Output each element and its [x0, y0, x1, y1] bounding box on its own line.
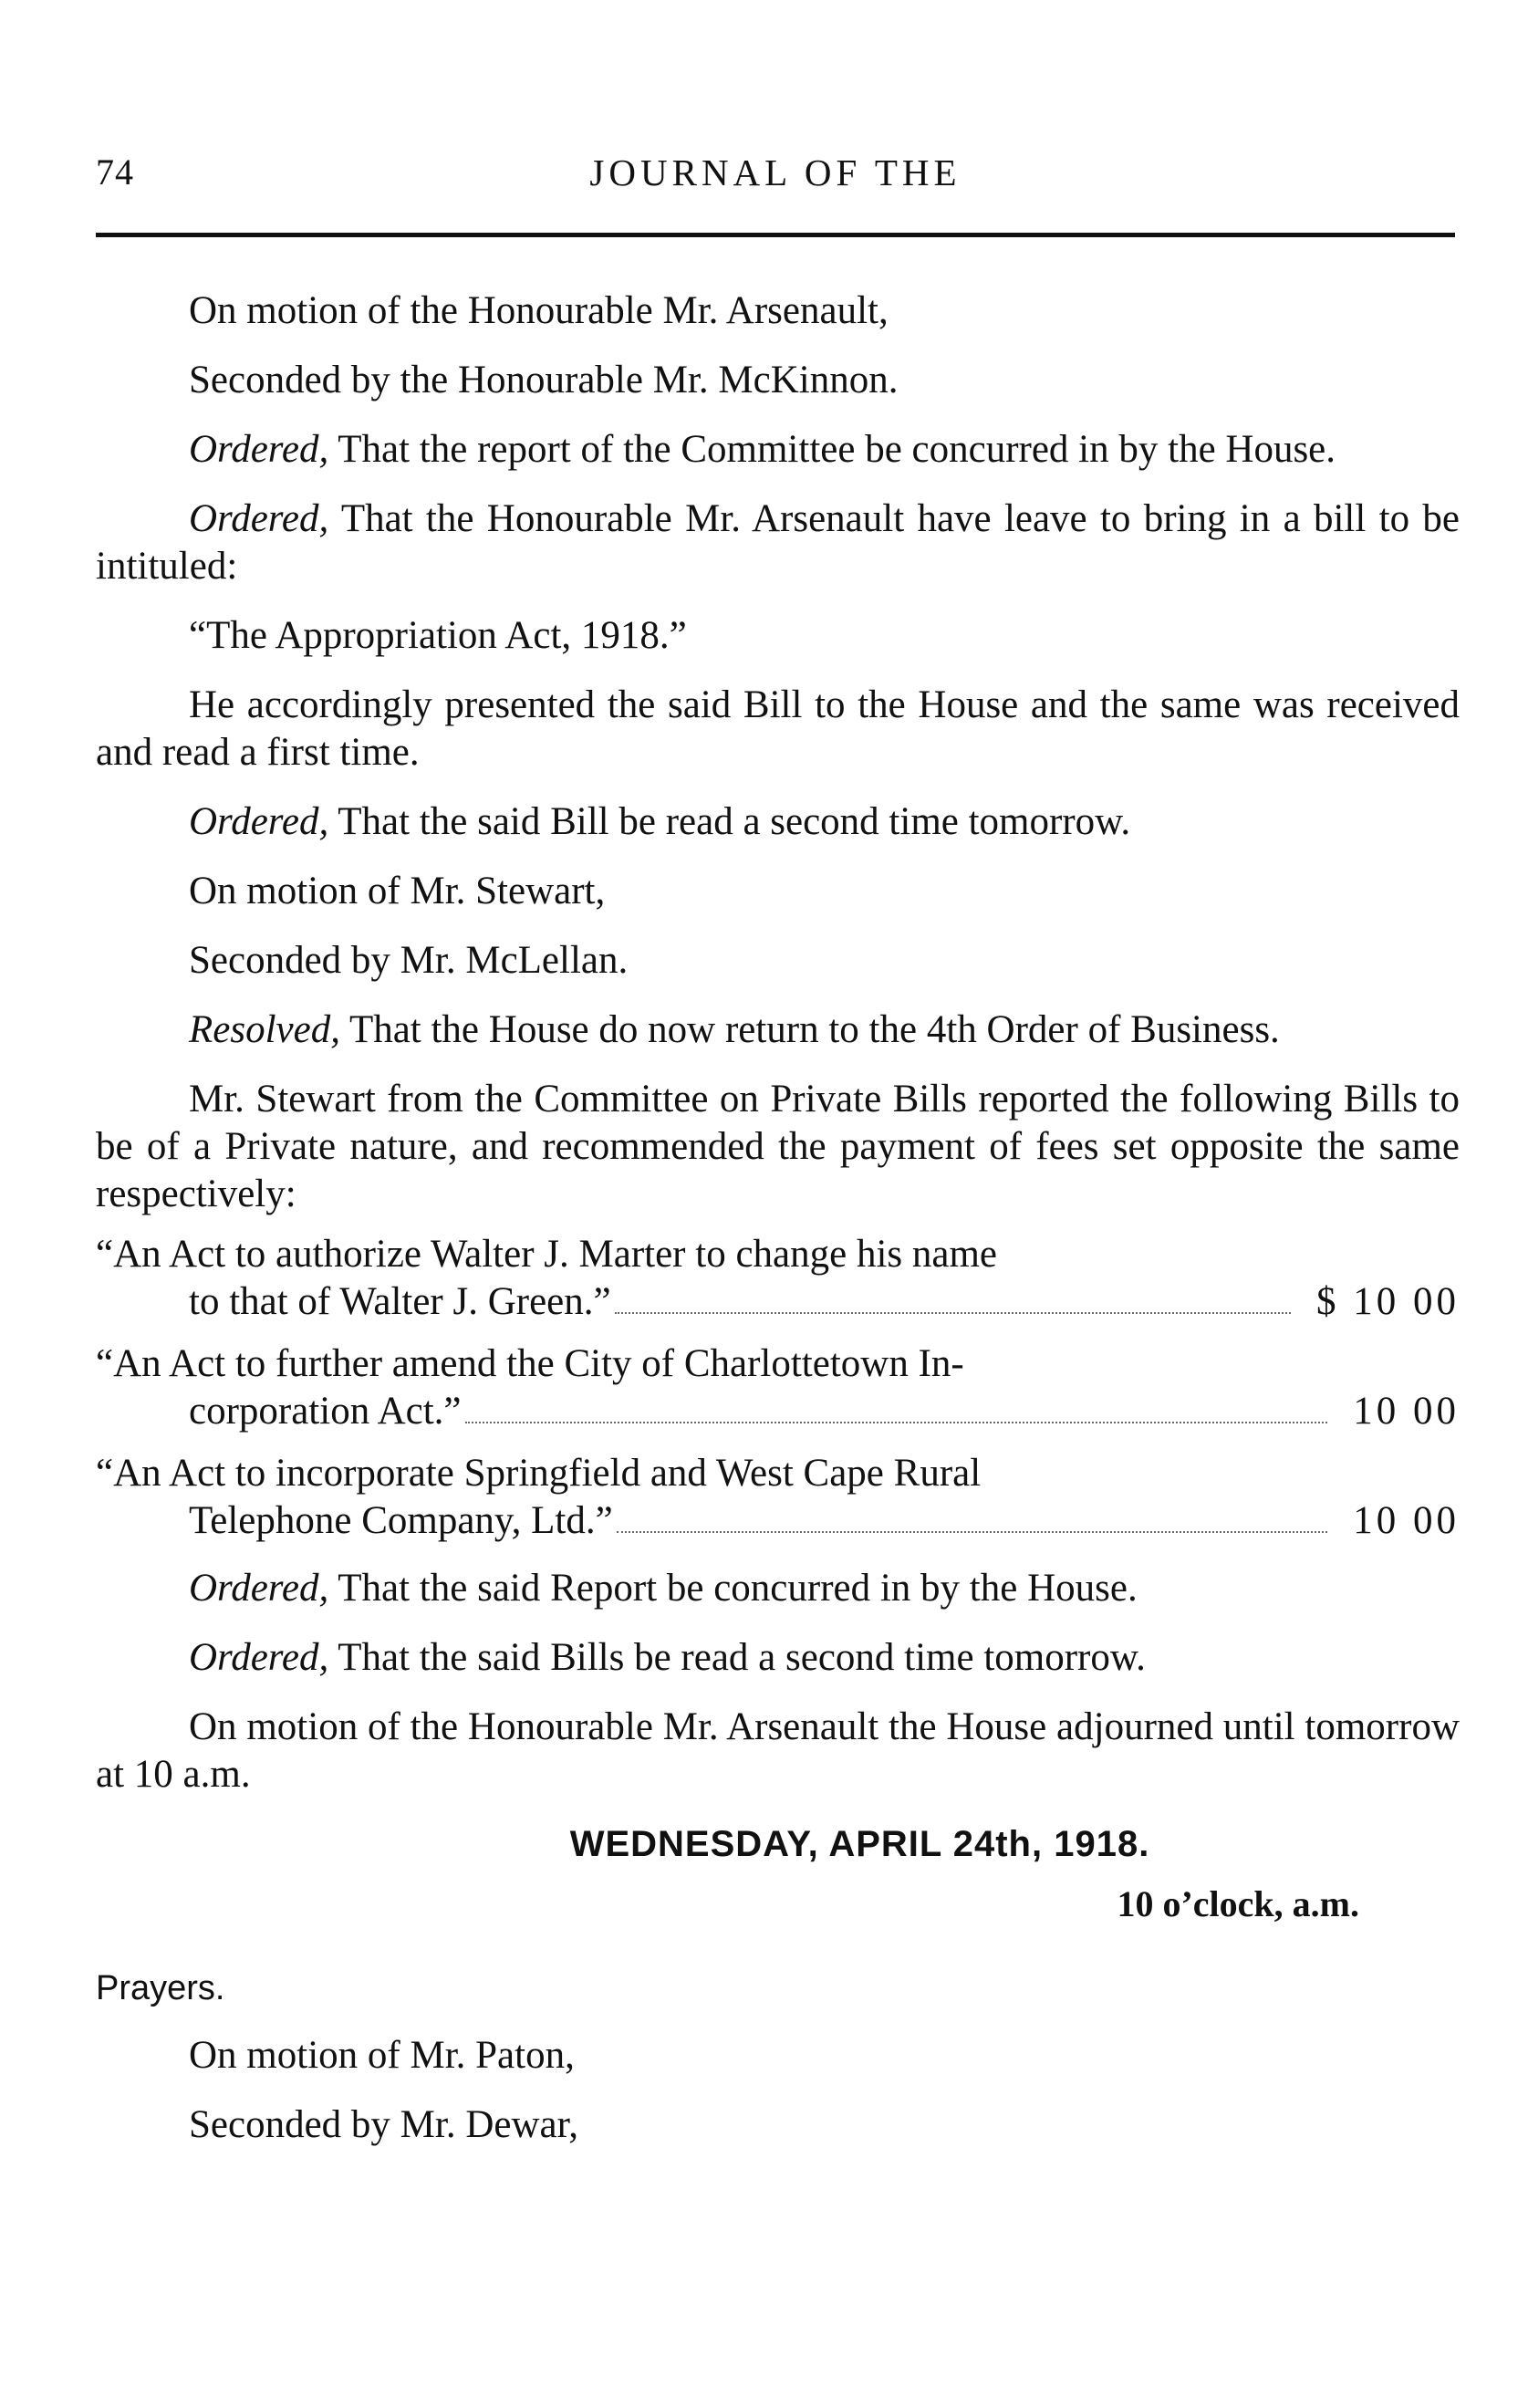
page-number: 74 [96, 151, 134, 193]
ordered-label: Ordered, [189, 1636, 329, 1679]
bill-fee-line [96, 1497, 1460, 1545]
dot-leader [615, 1311, 1291, 1314]
ordered-label: Ordered, [189, 1567, 329, 1610]
header-rule [96, 233, 1455, 237]
bill-entry [96, 1340, 1460, 1435]
ordered-text: That the report of the Committee be concurred in by the House. [338, 428, 1336, 471]
bill-title-line: “An Act to incorporate Springfield and West Cape Rural [96, 1452, 982, 1495]
bill-title-continuation: Telephone Company, Ltd.” [189, 1499, 613, 1542]
ordered-label: Ordered, [189, 800, 329, 843]
sitting-time: 10 o’clock, a.m. [1117, 1883, 1359, 1924]
bill-fee: 10 00 [1353, 1499, 1460, 1542]
bill-entry [96, 1450, 1460, 1545]
prayers-heading: Prayers. [96, 1969, 225, 2007]
seconded-paragraph: Seconded by the Honourable Mr. McKinnon. [189, 359, 899, 401]
ordered-label: Ordered, [189, 497, 329, 540]
resolved-paragraph [96, 1006, 1460, 1054]
bill-fee-line [96, 1388, 1460, 1435]
journal-body [96, 287, 1460, 2171]
sitting-date-heading: WEDNESDAY, APRIL 24th, 1918. [569, 1824, 1150, 1864]
adjournment-paragraph: On motion of the Honourable Mr. Arsenault the House adjourned until tomorrow at 10 a.m. [96, 1705, 1460, 1796]
bill-fee: 10 00 [1353, 1390, 1460, 1433]
ordered-text: That the said Report be concurred in by the House. [338, 1567, 1138, 1610]
ordered-label: Ordered, [189, 428, 329, 471]
ordered-text: That the said Bills be read a second time tomorrow. [338, 1636, 1146, 1679]
bill-fee: $ 10 00 [1316, 1280, 1460, 1323]
seconded-paragraph: Seconded by Mr. Dewar, [189, 2103, 578, 2146]
bill-entry [96, 1231, 1460, 1326]
page-header [96, 151, 1455, 205]
motion-paragraph: On motion of Mr. Paton, [189, 2034, 575, 2077]
motion-paragraph: On motion of Mr. Stewart, [189, 870, 606, 912]
bill-title-line: “An Act to further amend the City of Charlottetown In- [96, 1342, 964, 1385]
resolved-text: That the House do now return to the 4th Order of Business. [348, 1008, 1280, 1051]
seconded-paragraph: Seconded by Mr. McLellan. [189, 939, 629, 982]
bill-fee-line [96, 1278, 1460, 1326]
ordered-paragraph [96, 495, 1460, 590]
ordered-paragraph [96, 1565, 1460, 1612]
ordered-text: That the Honourable Mr. Arsenault have leave to bring in a bill to be intituled: [96, 497, 1460, 588]
ordered-paragraph [96, 426, 1460, 474]
bill-title-continuation: corporation Act.” [189, 1390, 462, 1433]
ordered-paragraph [96, 1634, 1460, 1682]
presented-paragraph: He accordingly presented the said Bill to the House and the same was received and read a first time. [96, 683, 1460, 774]
ordered-text: That the said Bill be read a second time tomorrow. [338, 800, 1131, 843]
running-head: JOURNAL OF THE [589, 151, 961, 193]
resolved-label: Resolved, [189, 1008, 340, 1051]
motion-paragraph: On motion of the Honourable Mr. Arsenault, [189, 289, 889, 332]
bill-title-paragraph: “The Appropriation Act, 1918.” [189, 614, 687, 657]
dot-leader [465, 1421, 1328, 1423]
ordered-paragraph [96, 798, 1460, 846]
bill-title-continuation: to that of Walter J. Green.” [189, 1280, 611, 1323]
committee-report-paragraph: Mr. Stewart from the Committee on Private Bills reported the following Bills to be of a Private nature, and recommended the payment of fees set opposite the same respectively: [96, 1078, 1460, 1215]
dot-leader [617, 1530, 1328, 1533]
bill-title-line: “An Act to authorize Walter J. Marter to change his name [96, 1233, 997, 1276]
